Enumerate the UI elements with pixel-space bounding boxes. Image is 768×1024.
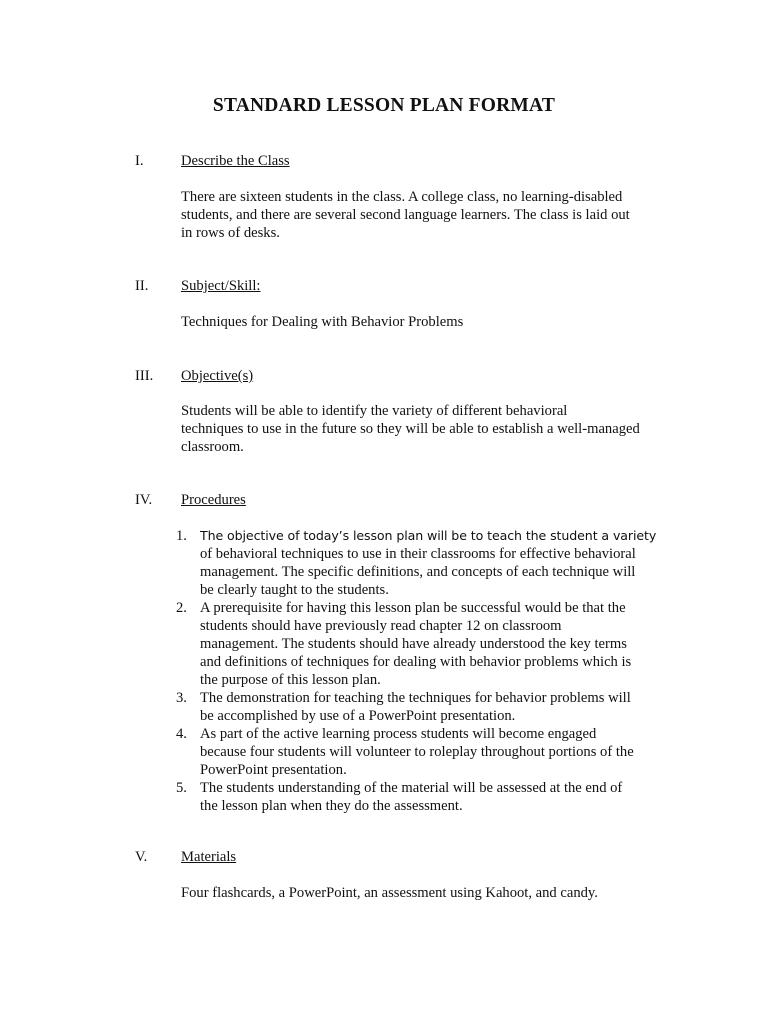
section-heading: Describe the Class	[181, 153, 290, 169]
list-item-line: students should have previously read chapter 12 on classroom	[200, 618, 562, 634]
list-item-line: management. The students should have already understood the key terms	[200, 636, 627, 652]
list-item-line: be accomplished by use of a PowerPoint presentation.	[200, 708, 516, 724]
body-line: Students will be able to identify the variety of different behavioral	[181, 403, 568, 419]
section-numeral: V.	[135, 849, 148, 865]
body-line: There are sixteen students in the class. A college class, no learning-disabled	[181, 189, 623, 205]
section-numeral: II.	[135, 278, 149, 294]
body-line: in rows of desks.	[181, 225, 280, 241]
section-numeral: IV.	[135, 492, 153, 508]
section-heading: Materials	[181, 849, 237, 865]
list-item	[176, 527, 666, 599]
list-item-line: because four students will volunteer to roleplay throughout portions of the	[200, 744, 634, 760]
section-numeral: III.	[135, 368, 154, 384]
list-item-number: 1.	[176, 528, 187, 544]
list-item	[176, 725, 666, 779]
section-body	[181, 402, 661, 456]
list-item-line: A prerequisite for having this lesson plan be successful would be that the	[200, 600, 626, 616]
list-item-line: management. The specific definitions, and concepts of each technique will	[200, 564, 636, 580]
list-item-number: 2.	[176, 600, 187, 616]
list-item	[176, 599, 666, 689]
section-body	[181, 188, 661, 242]
section-heading: Procedures	[181, 492, 246, 508]
body-line: Four flashcards, a PowerPoint, an assessment using Kahoot, and candy.	[181, 885, 598, 901]
section-body	[181, 313, 661, 331]
body-line: classroom.	[181, 439, 244, 455]
section-body	[181, 884, 661, 902]
list-item-line: PowerPoint presentation.	[200, 762, 347, 778]
list-item-line: The objective of today’s lesson plan will be to teach the student a variety	[200, 528, 657, 543]
body-line: techniques to use in the future so they will be able to establish a well-managed	[181, 421, 640, 437]
list-item-line: As part of the active learning process students will become engaged	[200, 726, 597, 742]
section-heading: Objective(s)	[181, 368, 254, 384]
list-item-number: 5.	[176, 780, 187, 796]
section-numeral: I.	[135, 153, 144, 169]
list-item	[176, 779, 666, 815]
list-item-line: of behavioral techniques to use in their classrooms for effective behavioral	[200, 546, 636, 562]
list-item-number: 4.	[176, 726, 187, 742]
list-item-line: The demonstration for teaching the techniques for behavior problems will	[200, 690, 631, 706]
list-item	[176, 689, 666, 725]
section-heading: Subject/Skill:	[181, 278, 261, 294]
procedures-list	[176, 527, 666, 815]
body-line: Techniques for Dealing with Behavior Problems	[181, 314, 464, 330]
list-item-line: be clearly taught to the students.	[200, 582, 389, 598]
list-item-line: the lesson plan when they do the assessment.	[200, 798, 463, 814]
body-line: students, and there are several second language learners. The class is laid out	[181, 207, 630, 223]
list-item-line: and definitions of techniques for dealing with behavior problems which is	[200, 654, 632, 670]
list-item-number: 3.	[176, 690, 187, 706]
list-item-line: the purpose of this lesson plan.	[200, 672, 381, 688]
page-title: STANDARD LESSON PLAN FORMAT	[212, 95, 556, 116]
list-item-line: The students understanding of the material will be assessed at the end of	[200, 780, 623, 796]
